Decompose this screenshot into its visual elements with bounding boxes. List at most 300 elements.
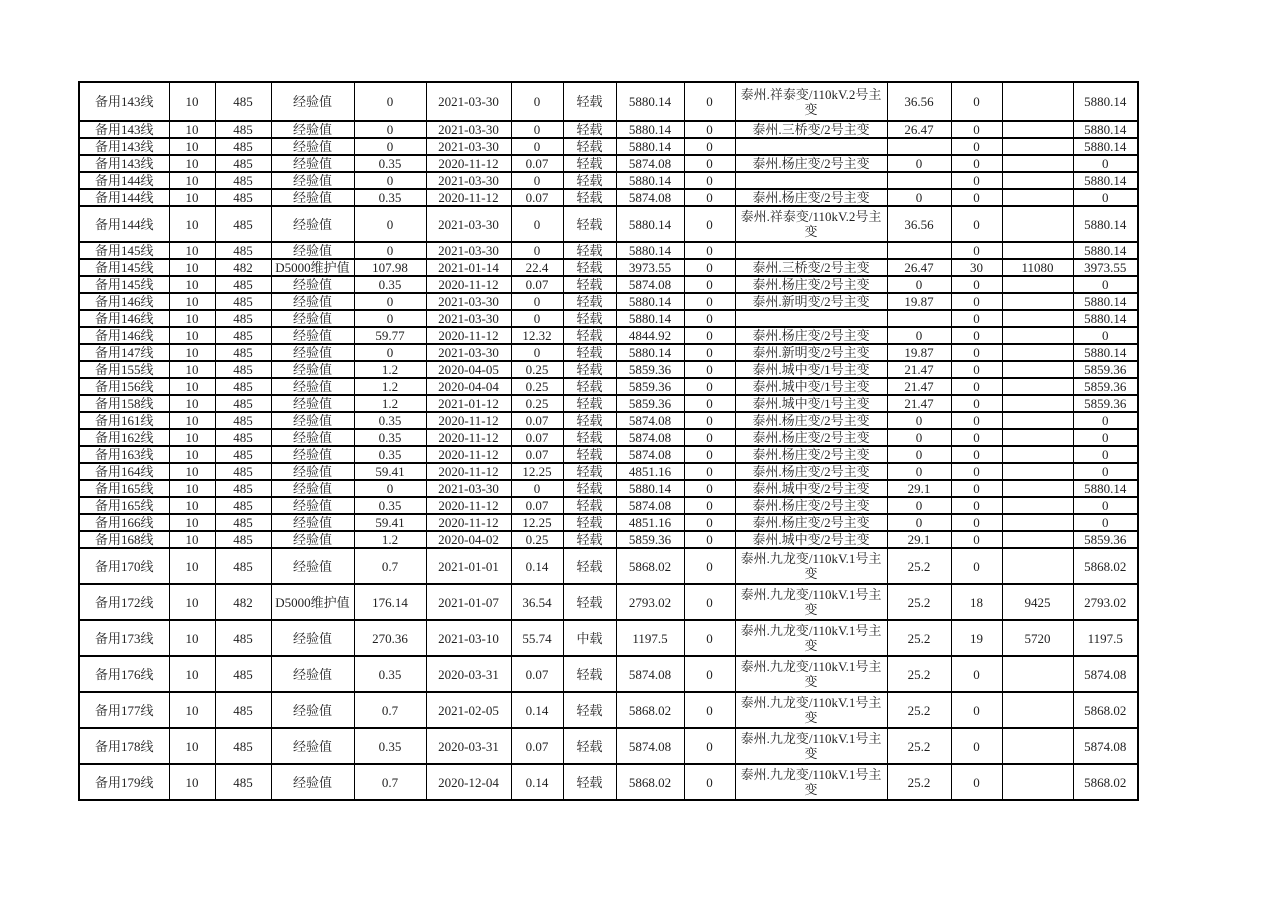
table-row (79, 548, 1138, 584)
capacity-cell: 5880.14 (616, 138, 684, 155)
amount-cell (1002, 310, 1073, 327)
code-cell: 485 (215, 172, 271, 189)
line-name-cell: 备用176线 (79, 656, 169, 692)
load-status-cell: 轻载 (563, 82, 616, 121)
voltage-cell: 10 (169, 259, 215, 276)
capacity-cell: 1197.5 (616, 620, 684, 656)
ratio-cell (887, 138, 951, 155)
ratio-cell: 25.2 (887, 728, 951, 764)
amount-cell: 5720 (1002, 620, 1073, 656)
value2-cell: 0.07 (511, 412, 563, 429)
value2-cell: 0 (511, 310, 563, 327)
substation-cell: 泰州.九龙变/110kV.1号主变 (735, 584, 887, 620)
method-cell: 经验值 (271, 548, 354, 584)
value1-cell: 0.7 (354, 692, 426, 728)
ratio-cell (887, 172, 951, 189)
code-cell: 485 (215, 446, 271, 463)
date-cell: 2021-03-30 (426, 310, 511, 327)
value1-cell: 0 (354, 293, 426, 310)
zero-cell: 0 (684, 206, 735, 242)
capacity-cell: 5880.14 (616, 206, 684, 242)
capacity2-cell: 5859.36 (1073, 531, 1138, 548)
capacity2-cell: 0 (1073, 155, 1138, 172)
capacity2-cell: 2793.02 (1073, 584, 1138, 620)
capacity2-cell: 5880.14 (1073, 206, 1138, 242)
voltage-cell: 10 (169, 692, 215, 728)
code-cell: 485 (215, 480, 271, 497)
substation-cell (735, 138, 887, 155)
code-cell: 485 (215, 276, 271, 293)
ratio-cell: 0 (887, 446, 951, 463)
substation-cell: 泰州.九龙变/110kV.1号主变 (735, 692, 887, 728)
count-cell: 0 (951, 293, 1002, 310)
capacity2-cell: 5868.02 (1073, 692, 1138, 728)
capacity-cell: 5880.14 (616, 172, 684, 189)
capacity2-cell: 5880.14 (1073, 172, 1138, 189)
value1-cell: 0 (354, 344, 426, 361)
amount-cell (1002, 206, 1073, 242)
table-row (79, 620, 1138, 656)
amount-cell (1002, 138, 1073, 155)
zero-cell: 0 (684, 361, 735, 378)
ratio-cell: 19.87 (887, 344, 951, 361)
method-cell: 经验值 (271, 361, 354, 378)
capacity-cell: 5874.08 (616, 276, 684, 293)
capacity-cell: 3973.55 (616, 259, 684, 276)
date-cell: 2021-03-30 (426, 82, 511, 121)
date-cell: 2021-03-30 (426, 121, 511, 138)
capacity-cell: 5874.08 (616, 429, 684, 446)
ratio-cell: 0 (887, 463, 951, 480)
zero-cell: 0 (684, 531, 735, 548)
table-row (79, 395, 1138, 412)
voltage-cell: 10 (169, 497, 215, 514)
amount-cell (1002, 344, 1073, 361)
count-cell: 0 (951, 361, 1002, 378)
value2-cell: 0.07 (511, 189, 563, 206)
table-row (79, 361, 1138, 378)
line-name-cell: 备用155线 (79, 361, 169, 378)
capacity-cell: 5859.36 (616, 378, 684, 395)
substation-cell: 泰州.杨庄变/2号主变 (735, 276, 887, 293)
date-cell: 2020-04-05 (426, 361, 511, 378)
table-row (79, 82, 1138, 121)
capacity2-cell: 0 (1073, 446, 1138, 463)
voltage-cell: 10 (169, 412, 215, 429)
amount-cell (1002, 463, 1073, 480)
method-cell: 经验值 (271, 446, 354, 463)
substation-cell: 泰州.三桥变/2号主变 (735, 121, 887, 138)
value1-cell: 0 (354, 310, 426, 327)
load-status-cell: 轻载 (563, 259, 616, 276)
amount-cell (1002, 412, 1073, 429)
capacity2-cell: 5880.14 (1073, 138, 1138, 155)
value2-cell: 0.07 (511, 728, 563, 764)
capacity2-cell: 0 (1073, 429, 1138, 446)
load-status-cell: 轻载 (563, 189, 616, 206)
line-name-cell: 备用145线 (79, 276, 169, 293)
method-cell: 经验值 (271, 327, 354, 344)
load-status-cell: 轻载 (563, 764, 616, 800)
zero-cell: 0 (684, 620, 735, 656)
value2-cell: 12.25 (511, 514, 563, 531)
value2-cell: 0 (511, 242, 563, 259)
zero-cell: 0 (684, 344, 735, 361)
substation-cell: 泰州.九龙变/110kV.1号主变 (735, 656, 887, 692)
zero-cell: 0 (684, 656, 735, 692)
zero-cell: 0 (684, 446, 735, 463)
substation-cell: 泰州.杨庄变/2号主变 (735, 412, 887, 429)
ratio-cell: 0 (887, 189, 951, 206)
capacity-cell: 5874.08 (616, 412, 684, 429)
line-name-cell: 备用158线 (79, 395, 169, 412)
substation-cell: 泰州.新明变/2号主变 (735, 293, 887, 310)
load-status-cell: 轻载 (563, 361, 616, 378)
voltage-cell: 10 (169, 138, 215, 155)
capacity2-cell: 5859.36 (1073, 378, 1138, 395)
value1-cell: 0.35 (354, 276, 426, 293)
capacity2-cell: 5874.08 (1073, 728, 1138, 764)
line-name-cell: 备用170线 (79, 548, 169, 584)
ratio-cell (887, 242, 951, 259)
ratio-cell: 36.56 (887, 82, 951, 121)
zero-cell: 0 (684, 412, 735, 429)
capacity2-cell: 5880.14 (1073, 310, 1138, 327)
voltage-cell: 10 (169, 429, 215, 446)
zero-cell: 0 (684, 728, 735, 764)
voltage-cell: 10 (169, 620, 215, 656)
table-row (79, 692, 1138, 728)
method-cell: 经验值 (271, 293, 354, 310)
zero-cell: 0 (684, 395, 735, 412)
ratio-cell: 0 (887, 497, 951, 514)
table-row (79, 121, 1138, 138)
line-name-cell: 备用145线 (79, 259, 169, 276)
count-cell: 0 (951, 463, 1002, 480)
code-cell: 485 (215, 327, 271, 344)
line-name-cell: 备用143线 (79, 121, 169, 138)
capacity-cell: 5859.36 (616, 361, 684, 378)
line-name-cell: 备用173线 (79, 620, 169, 656)
table-row (79, 463, 1138, 480)
value2-cell: 0 (511, 293, 563, 310)
line-name-cell: 备用146线 (79, 310, 169, 327)
amount-cell (1002, 692, 1073, 728)
table-row (79, 429, 1138, 446)
substation-cell: 泰州.城中变/1号主变 (735, 395, 887, 412)
method-cell: 经验值 (271, 656, 354, 692)
line-name-cell: 备用162线 (79, 429, 169, 446)
date-cell: 2021-03-30 (426, 206, 511, 242)
line-name-cell: 备用156线 (79, 378, 169, 395)
voltage-cell: 10 (169, 480, 215, 497)
capacity-cell: 5880.14 (616, 344, 684, 361)
code-cell: 485 (215, 656, 271, 692)
zero-cell: 0 (684, 172, 735, 189)
load-status-cell: 轻载 (563, 584, 616, 620)
count-cell: 0 (951, 446, 1002, 463)
load-status-cell: 轻载 (563, 531, 616, 548)
value1-cell: 0.35 (354, 429, 426, 446)
zero-cell: 0 (684, 276, 735, 293)
value1-cell: 0 (354, 242, 426, 259)
load-status-cell: 轻载 (563, 121, 616, 138)
code-cell: 485 (215, 82, 271, 121)
capacity-cell: 5880.14 (616, 121, 684, 138)
count-cell: 0 (951, 412, 1002, 429)
load-status-cell: 轻载 (563, 480, 616, 497)
capacity2-cell: 5868.02 (1073, 548, 1138, 584)
value1-cell: 270.36 (354, 620, 426, 656)
ratio-cell: 29.1 (887, 531, 951, 548)
value2-cell: 0.07 (511, 656, 563, 692)
table-row (79, 259, 1138, 276)
load-status-cell: 轻载 (563, 395, 616, 412)
voltage-cell: 10 (169, 293, 215, 310)
date-cell: 2021-01-01 (426, 548, 511, 584)
date-cell: 2020-11-12 (426, 514, 511, 531)
date-cell: 2020-12-04 (426, 764, 511, 800)
value1-cell: 0 (354, 121, 426, 138)
count-cell: 0 (951, 206, 1002, 242)
count-cell: 0 (951, 242, 1002, 259)
amount-cell (1002, 155, 1073, 172)
table-row (79, 276, 1138, 293)
ratio-cell: 0 (887, 276, 951, 293)
method-cell: D5000维护值 (271, 584, 354, 620)
line-name-cell: 备用177线 (79, 692, 169, 728)
amount-cell (1002, 276, 1073, 293)
value2-cell: 0 (511, 344, 563, 361)
load-status-cell: 轻载 (563, 242, 616, 259)
value2-cell: 0.14 (511, 548, 563, 584)
count-cell: 0 (951, 531, 1002, 548)
value2-cell: 0 (511, 172, 563, 189)
table-row (79, 206, 1138, 242)
value2-cell: 0 (511, 121, 563, 138)
substation-cell: 泰州.杨庄变/2号主变 (735, 155, 887, 172)
amount-cell (1002, 361, 1073, 378)
load-status-cell: 轻载 (563, 327, 616, 344)
method-cell: 经验值 (271, 480, 354, 497)
line-name-cell: 备用143线 (79, 82, 169, 121)
capacity2-cell: 5880.14 (1073, 293, 1138, 310)
capacity2-cell: 0 (1073, 189, 1138, 206)
method-cell: 经验值 (271, 378, 354, 395)
table-row (79, 446, 1138, 463)
ratio-cell (887, 310, 951, 327)
capacity-cell: 4851.16 (616, 463, 684, 480)
capacity2-cell: 0 (1073, 276, 1138, 293)
line-name-cell: 备用161线 (79, 412, 169, 429)
capacity-cell: 4844.92 (616, 327, 684, 344)
line-name-cell: 备用165线 (79, 497, 169, 514)
line-name-cell: 备用172线 (79, 584, 169, 620)
count-cell: 0 (951, 692, 1002, 728)
capacity-cell: 5868.02 (616, 764, 684, 800)
load-status-cell: 轻载 (563, 463, 616, 480)
line-name-cell: 备用164线 (79, 463, 169, 480)
method-cell: D5000维护值 (271, 259, 354, 276)
capacity-cell: 5859.36 (616, 395, 684, 412)
count-cell: 0 (951, 728, 1002, 764)
capacity2-cell: 5880.14 (1073, 121, 1138, 138)
capacity-cell: 5859.36 (616, 531, 684, 548)
capacity2-cell: 0 (1073, 412, 1138, 429)
zero-cell: 0 (684, 121, 735, 138)
value1-cell: 0.35 (354, 189, 426, 206)
capacity2-cell: 0 (1073, 327, 1138, 344)
count-cell: 0 (951, 764, 1002, 800)
zero-cell: 0 (684, 242, 735, 259)
value1-cell: 1.2 (354, 531, 426, 548)
value2-cell: 0 (511, 82, 563, 121)
voltage-cell: 10 (169, 531, 215, 548)
substation-cell: 泰州.九龙变/110kV.1号主变 (735, 548, 887, 584)
table-row (79, 497, 1138, 514)
count-cell: 0 (951, 514, 1002, 531)
table-row (79, 155, 1138, 172)
line-name-cell: 备用143线 (79, 138, 169, 155)
method-cell: 经验值 (271, 155, 354, 172)
value2-cell: 0.25 (511, 378, 563, 395)
method-cell: 经验值 (271, 497, 354, 514)
ratio-cell: 25.2 (887, 692, 951, 728)
line-name-cell: 备用144线 (79, 189, 169, 206)
line-name-cell: 备用146线 (79, 327, 169, 344)
date-cell: 2020-11-12 (426, 429, 511, 446)
substation-cell: 泰州.杨庄变/2号主变 (735, 429, 887, 446)
load-status-cell: 轻载 (563, 446, 616, 463)
substation-cell: 泰州.杨庄变/2号主变 (735, 327, 887, 344)
code-cell: 485 (215, 189, 271, 206)
load-status-cell: 轻载 (563, 692, 616, 728)
value2-cell: 0.07 (511, 429, 563, 446)
table-row (79, 242, 1138, 259)
capacity2-cell: 5859.36 (1073, 395, 1138, 412)
table-row (79, 172, 1138, 189)
substation-cell: 泰州.九龙变/110kV.1号主变 (735, 620, 887, 656)
amount-cell (1002, 764, 1073, 800)
capacity2-cell: 5874.08 (1073, 656, 1138, 692)
amount-cell (1002, 327, 1073, 344)
table-row (79, 412, 1138, 429)
substation-cell (735, 242, 887, 259)
code-cell: 485 (215, 155, 271, 172)
method-cell: 经验值 (271, 429, 354, 446)
ratio-cell: 19.87 (887, 293, 951, 310)
count-cell: 0 (951, 429, 1002, 446)
value1-cell: 0 (354, 172, 426, 189)
voltage-cell: 10 (169, 584, 215, 620)
value1-cell: 0.35 (354, 155, 426, 172)
value1-cell: 107.98 (354, 259, 426, 276)
zero-cell: 0 (684, 138, 735, 155)
value2-cell: 0.25 (511, 531, 563, 548)
zero-cell: 0 (684, 429, 735, 446)
date-cell: 2020-11-12 (426, 497, 511, 514)
date-cell: 2021-03-30 (426, 172, 511, 189)
capacity-cell: 5874.08 (616, 497, 684, 514)
capacity-cell: 2793.02 (616, 584, 684, 620)
code-cell: 485 (215, 138, 271, 155)
value1-cell: 1.2 (354, 395, 426, 412)
line-name-cell: 备用163线 (79, 446, 169, 463)
value1-cell: 0 (354, 138, 426, 155)
zero-cell: 0 (684, 548, 735, 584)
value2-cell: 36.54 (511, 584, 563, 620)
code-cell: 485 (215, 497, 271, 514)
capacity2-cell: 0 (1073, 514, 1138, 531)
capacity2-cell: 5880.14 (1073, 344, 1138, 361)
table-row (79, 138, 1138, 155)
zero-cell: 0 (684, 692, 735, 728)
code-cell: 485 (215, 514, 271, 531)
value1-cell: 0.7 (354, 764, 426, 800)
count-cell: 0 (951, 155, 1002, 172)
ratio-cell: 21.47 (887, 378, 951, 395)
substation-cell: 泰州.城中变/1号主变 (735, 378, 887, 395)
load-status-cell: 轻载 (563, 172, 616, 189)
value2-cell: 0 (511, 138, 563, 155)
load-status-cell: 轻载 (563, 138, 616, 155)
load-status-cell: 轻载 (563, 728, 616, 764)
value2-cell: 12.32 (511, 327, 563, 344)
ratio-cell: 0 (887, 327, 951, 344)
voltage-cell: 10 (169, 206, 215, 242)
ratio-cell: 25.2 (887, 656, 951, 692)
value1-cell: 59.41 (354, 463, 426, 480)
substation-cell: 泰州.城中变/2号主变 (735, 531, 887, 548)
substation-cell: 泰州.九龙变/110kV.1号主变 (735, 728, 887, 764)
zero-cell: 0 (684, 189, 735, 206)
date-cell: 2020-11-12 (426, 463, 511, 480)
amount-cell (1002, 548, 1073, 584)
date-cell: 2020-03-31 (426, 656, 511, 692)
value2-cell: 0 (511, 480, 563, 497)
table-row (79, 310, 1138, 327)
capacity2-cell: 5868.02 (1073, 764, 1138, 800)
value2-cell: 0.07 (511, 276, 563, 293)
count-cell: 0 (951, 121, 1002, 138)
amount-cell (1002, 242, 1073, 259)
line-name-cell: 备用147线 (79, 344, 169, 361)
substation-cell: 泰州.杨庄变/2号主变 (735, 514, 887, 531)
code-cell: 485 (215, 728, 271, 764)
load-status-cell: 轻载 (563, 344, 616, 361)
table-row (79, 344, 1138, 361)
capacity2-cell: 5880.14 (1073, 242, 1138, 259)
amount-cell: 9425 (1002, 584, 1073, 620)
value2-cell: 0.25 (511, 395, 563, 412)
substation-cell: 泰州.祥泰变/110kV.2号主变 (735, 206, 887, 242)
count-cell: 0 (951, 138, 1002, 155)
capacity-cell: 5874.08 (616, 656, 684, 692)
value2-cell: 12.25 (511, 463, 563, 480)
date-cell: 2020-11-12 (426, 412, 511, 429)
voltage-cell: 10 (169, 361, 215, 378)
date-cell: 2021-03-30 (426, 138, 511, 155)
amount-cell (1002, 189, 1073, 206)
zero-cell: 0 (684, 764, 735, 800)
ratio-cell: 0 (887, 412, 951, 429)
amount-cell (1002, 395, 1073, 412)
code-cell: 485 (215, 692, 271, 728)
line-name-cell: 备用144线 (79, 206, 169, 242)
amount-cell (1002, 82, 1073, 121)
ratio-cell: 0 (887, 155, 951, 172)
capacity2-cell: 1197.5 (1073, 620, 1138, 656)
